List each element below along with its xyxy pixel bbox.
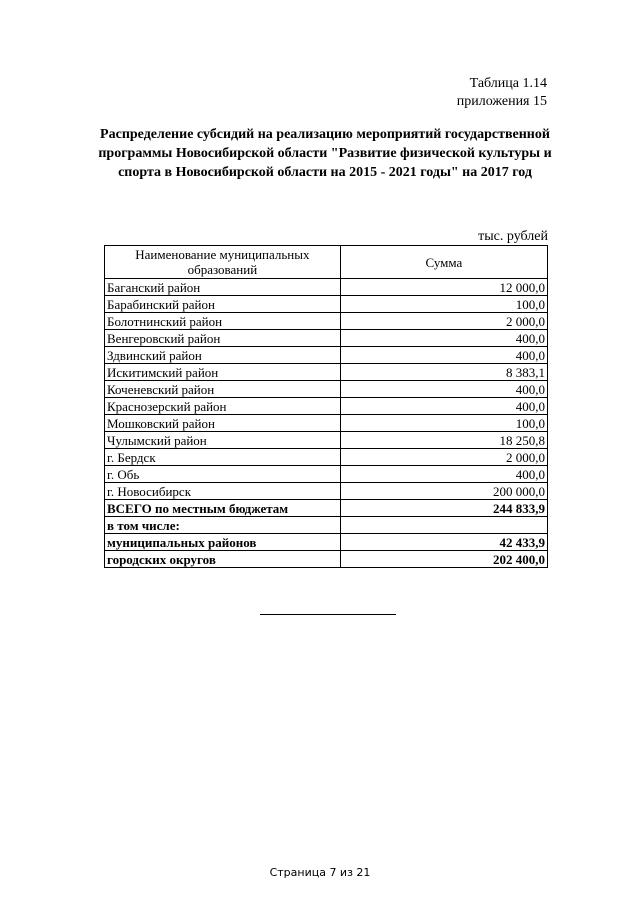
row-name: Мошковский район [105,415,341,432]
municipal-row [105,534,548,551]
row-sum: 2 000,0 [340,449,547,466]
row-sum: 2 000,0 [340,313,547,330]
row-sum: 400,0 [340,347,547,364]
row-name: Краснозерский район [105,398,341,415]
document-title [95,125,555,182]
row-name: Болотнинский район [105,313,341,330]
header-name: Наименование муниципальных образований [105,246,341,279]
table-row [105,296,548,313]
row-sum: 400,0 [340,330,547,347]
subsidy-table [104,245,548,568]
table-row [105,347,548,364]
units-label: тыс. рублей [478,229,548,244]
table-row [105,483,548,500]
row-name: Коченевский район [105,381,341,398]
table-number: Таблица 1.14 [469,76,547,91]
title-line-3: спорта в Новосибирской области на 2015 - 2021 годы" на 2017 год [118,165,532,180]
total-sum: 244 833,9 [340,500,547,517]
urban-sum: 202 400,0 [340,551,547,568]
including-row [105,517,548,534]
header-sum: Сумма [340,246,547,279]
row-name: Барабинский район [105,296,341,313]
row-sum: 400,0 [340,466,547,483]
total-row [105,500,548,517]
title-line-2: программы Новосибирской области "Развитие физической культуры и [98,146,552,161]
including-name: в том числе: [105,517,341,534]
urban-row [105,551,548,568]
table-row [105,279,548,296]
row-sum: 200 000,0 [340,483,547,500]
row-sum: 8 383,1 [340,364,547,381]
table-row [105,330,548,347]
appendix-number: приложения 15 [456,94,547,109]
row-sum: 18 250,8 [340,432,547,449]
row-sum: 100,0 [340,296,547,313]
table-row [105,381,548,398]
table-row [105,313,548,330]
municipal-sum: 42 433,9 [340,534,547,551]
row-name: г. Обь [105,466,341,483]
table-row [105,398,548,415]
row-sum: 400,0 [340,381,547,398]
row-name: Искитимский район [105,364,341,381]
row-name: г. Бердск [105,449,341,466]
row-name: Баганский район [105,279,341,296]
municipal-name: муниципальных районов [105,534,341,551]
table-row [105,466,548,483]
row-name: Здвинский район [105,347,341,364]
urban-name: городских округов [105,551,341,568]
including-sum [340,517,547,534]
row-sum: 12 000,0 [340,279,547,296]
total-name: ВСЕГО по местным бюджетам [105,500,341,517]
table-row [105,449,548,466]
table-header-row [105,246,548,279]
table-row [105,415,548,432]
separator-line [260,614,396,615]
row-sum: 100,0 [340,415,547,432]
table-row [105,364,548,381]
row-sum: 400,0 [340,398,547,415]
row-name: г. Новосибирск [105,483,341,500]
page-number: Страница 7 из 21 [269,866,371,879]
table-body [105,279,548,568]
title-line-1: Распределение субсидий на реализацию мероприятий государственной [100,127,550,142]
table-row [105,432,548,449]
row-name: Чулымский район [105,432,341,449]
row-name: Венгеровский район [105,330,341,347]
